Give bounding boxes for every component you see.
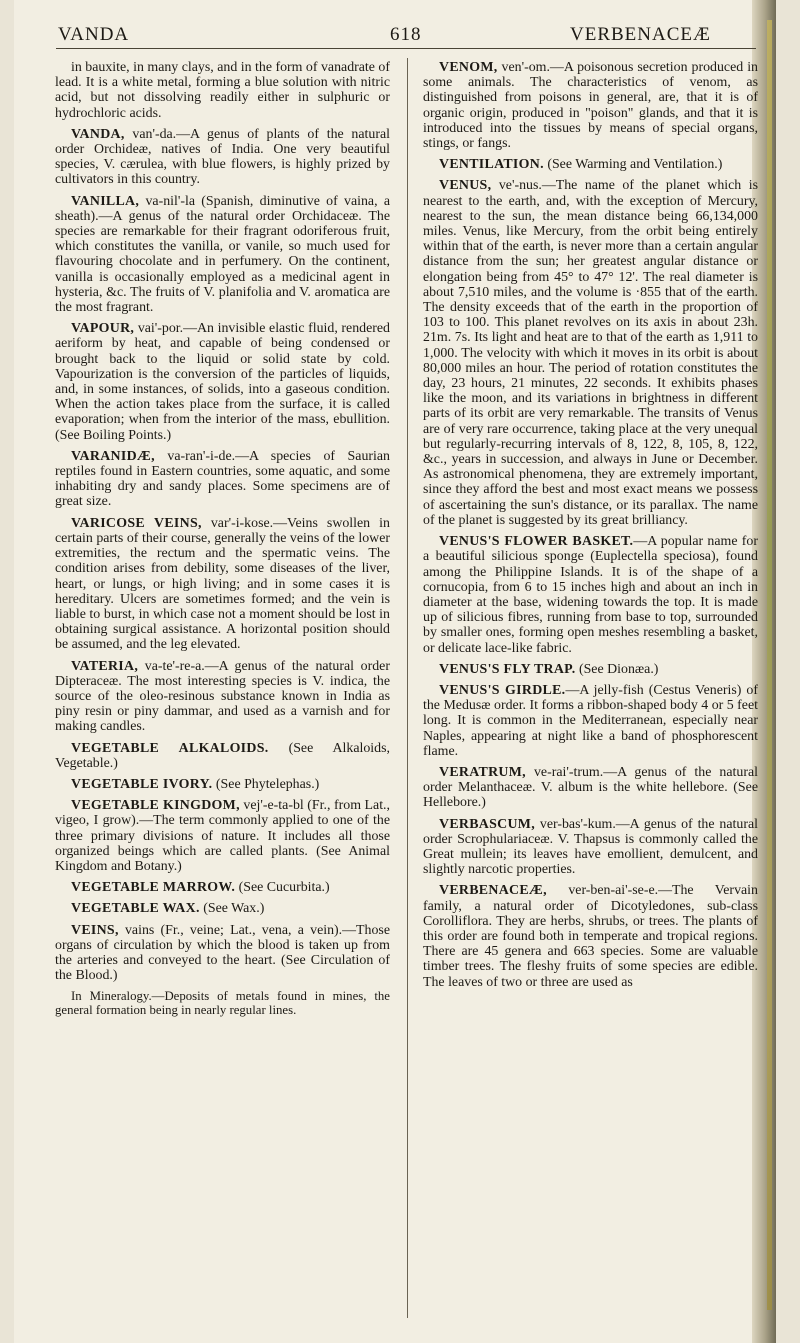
entry: VEGETABLE WAX. (See Wax.): [71, 901, 265, 917]
entry: VENUS'S FLY TRAP. (See Dionæa.): [439, 661, 659, 677]
entry: VEGETABLE IVORY. (See Phytelephas.): [71, 776, 320, 792]
entry: VARANIDÆ, va-ran'-i-de.—A species of Saurian reptiles found in Eastern countries, some aquatic, and some inhabiting dry and sandy places. Some specimens are of great size.: [55, 448, 390, 510]
entry: VENUS'S GIRDLE.—A jelly-fish (Cestus Veneris) of the Medusæ order. It forms a ribbon-shaped body 4 or 5 feet long. It is common in the Mediterranean, especially near Naples, appearing at night like a band of phosphorescent flame.: [423, 682, 758, 759]
page-number: 618: [390, 24, 422, 45]
header-right-word: VERBENACEÆ: [570, 24, 711, 45]
column-rule: [407, 58, 408, 1318]
entry: VEGETABLE KINGDOM, vej'-e-ta-bl (Fr., from Lat., vigeo, I grow).—The term commonly applied to one of the three primary divisions of nature. It includes all those organized beings which are called plants. (See Animal Kingdom and Botany.): [55, 798, 391, 874]
entry: VEINS, vains (Fr., veine; Lat., vena, a vein).—Those organs of circulation by which the blood is taken up from the arteries and conveyed to the heart. (See Circulation of the Blood.): [55, 922, 390, 984]
header-left-word: VANDA: [58, 24, 130, 45]
entry: in bauxite, in many clays, and in the form of vanadrate of lead. It is a white metal, forming a blue solution with nitric acid, but not dissolving readily either in sulphuric or hydrochloric acids.: [55, 60, 390, 121]
entry: VEGETABLE MARROW. (See Cucurbita.): [71, 880, 330, 896]
entry: VERBENACEÆ, ver-ben-ai'-se-e.—The Vervain family, a natural order of Dicotyledones, sub-class Corolliflora. They are herbs, shrubs, or trees. The plants of this order are found both in temperate and tropical regions. There are 45 genera and 663 species. Some are valuable timber trees. The fleshy fruits of some species are edible. The leaves of two or three are used as: [423, 883, 758, 990]
entry: VERATRUM, ve-rai'-trum.—A genus of the natural order Melanthaceæ. V. album is the white hellebore. (See Hellebore.): [423, 764, 758, 811]
running-header: [50, 24, 756, 54]
entry: VARICOSE VEINS, var'-i-kose.—Veins swollen in certain parts of their course, generally the veins of the lower extremities, the rectum and the spermatic veins. The condition arises from debility, some diseases of the liver, heart, or lungs, or high living; and in some cases it is hereditary. Ulcers are sometimes formed; and the vein is liable to burst, in which case not a moment should be lost in obtaining surgical assistance. A horizontal position should be assumed, and the leg elevated.: [55, 515, 390, 653]
mineralogy-note: In Mineralogy.—Deposits of metals found in mines, the general formation being in nearly regular lines.: [55, 989, 390, 1018]
entry: VATERIA, va-te'-re-a.—A genus of the natural order Dipteraceæ. The most interesting species is V. indica, the source of the oleo-resinous substance known in India as piny resin or piny dammar, and used as a varnish and for making candles.: [55, 658, 390, 735]
entry: VENOM, ven'-om.—A poisonous secretion produced in some animals. The characteristics of venom, as distinguished from poisons in general, are, that it is of organic origin, produced in "poison" glands, and that it is introduced into the tissues by means of special organs, stings, or fangs.: [423, 60, 758, 152]
right-column: [423, 60, 758, 1330]
left-column: [55, 60, 390, 1330]
edge-strip: [767, 20, 772, 1310]
entry: VENUS'S FLOWER BASKET.—A popular name for a beautiful silicious sponge (Euplectella speciosa), found among the Philippine Islands. It is of the shape of a cornucopia, from 6 to 15 inches high and about an inch in diameter at the base, widening towards the top. It is made up of silicious fibres, running from base to top, surrounded by smaller ones, forming open meshes resembling a basket, or delicate lace-like fabric.: [423, 534, 758, 656]
entry: VANDA, van'-da.—A genus of plants of the natural order Orchideæ, natives of India. One very beautiful species, V. cærulea, with blue flowers, is highly prized by cultivators in this country.: [55, 126, 390, 188]
entry: VERBASCUM, ver-bas'-kum.—A genus of the natural order Scrophulariaceæ. V. Thapsus is commonly called the Great mullein; its leaves have emollient, demulcent, and slightly narcotic properties.: [423, 816, 758, 878]
header-rule: [56, 48, 756, 49]
entry: VANILLA, va-nil'-la (Spanish, diminutive of vaina, a sheath).—A genus of the natural order Orchidaceæ. The species are remarkable for their fragrant odoriferous fruit, which constitutes the vanilla, or vanile, so much used for flavouring chocolate and in perfumery. On the continent, vanilla is occasionally employed as a medicinal agent in hysteria, &c. The fruits of V. planifolia and V. aromatica are the most fragrant.: [55, 193, 390, 316]
entry: VAPOUR, vai'-por.—An invisible elastic fluid, rendered aeriform by heat, and capable of being condensed or brought back to the liquid or solid state by cold. Vapourization is the conversion of the particles of liquids, and, in some instances, of solids, into a gaseous condition. When the action takes place from the surface, it is called evaporation; when from the interior of the mass, ebullition. (See Boiling Points.): [55, 321, 390, 443]
entry: VENUS, ve'-nus.—The name of the planet which is nearest to the earth, and, with the exception of Mercury, nearest to the sun, the mean distance being 66,134,000 miles. Venus, like Mercury, from the orbit being entirely within that of the earth, is never more than a certain angular distance from the sun; her greatest angular distance or elongation being from 45° to 47° 12'. The real diameter is about 7,510 miles, and the volume is ·855 that of the earth. The density exceeds that of the earth in the proportion of 103 to 100. This planet revolves on its axis in about 23h. 21m. 7s. Its light and heat are to that of the earth as 1,911 to 1,000. The velocity with which it moves in its orbit is about 80,000 miles an hour. The period of rotation constitutes the day, 23 hours, 21 minutes, 22 seconds. It exhibits phases like the moon, and its variations in brightness in different parts of its orbit are very remarkable. The transits of Venus are of very rare occurrence, taking place at the very unequal but regularly-recurring intervals of 8, 122, 8, 105, 8, 122, &c., years in succession, and always in June or December. As astronomical phenomena, they are extremely important, since they afford the best and most exact means we possess of ascertaining the sun's distance, or its parallax. The name of the planet is suggested by its great brilliancy.: [423, 178, 758, 528]
entry: VEGETABLE ALKALOIDS. (See Alkaloids, Vegetable.): [55, 740, 390, 771]
entry: VENTILATION. (See Warming and Ventilation.): [439, 157, 723, 173]
